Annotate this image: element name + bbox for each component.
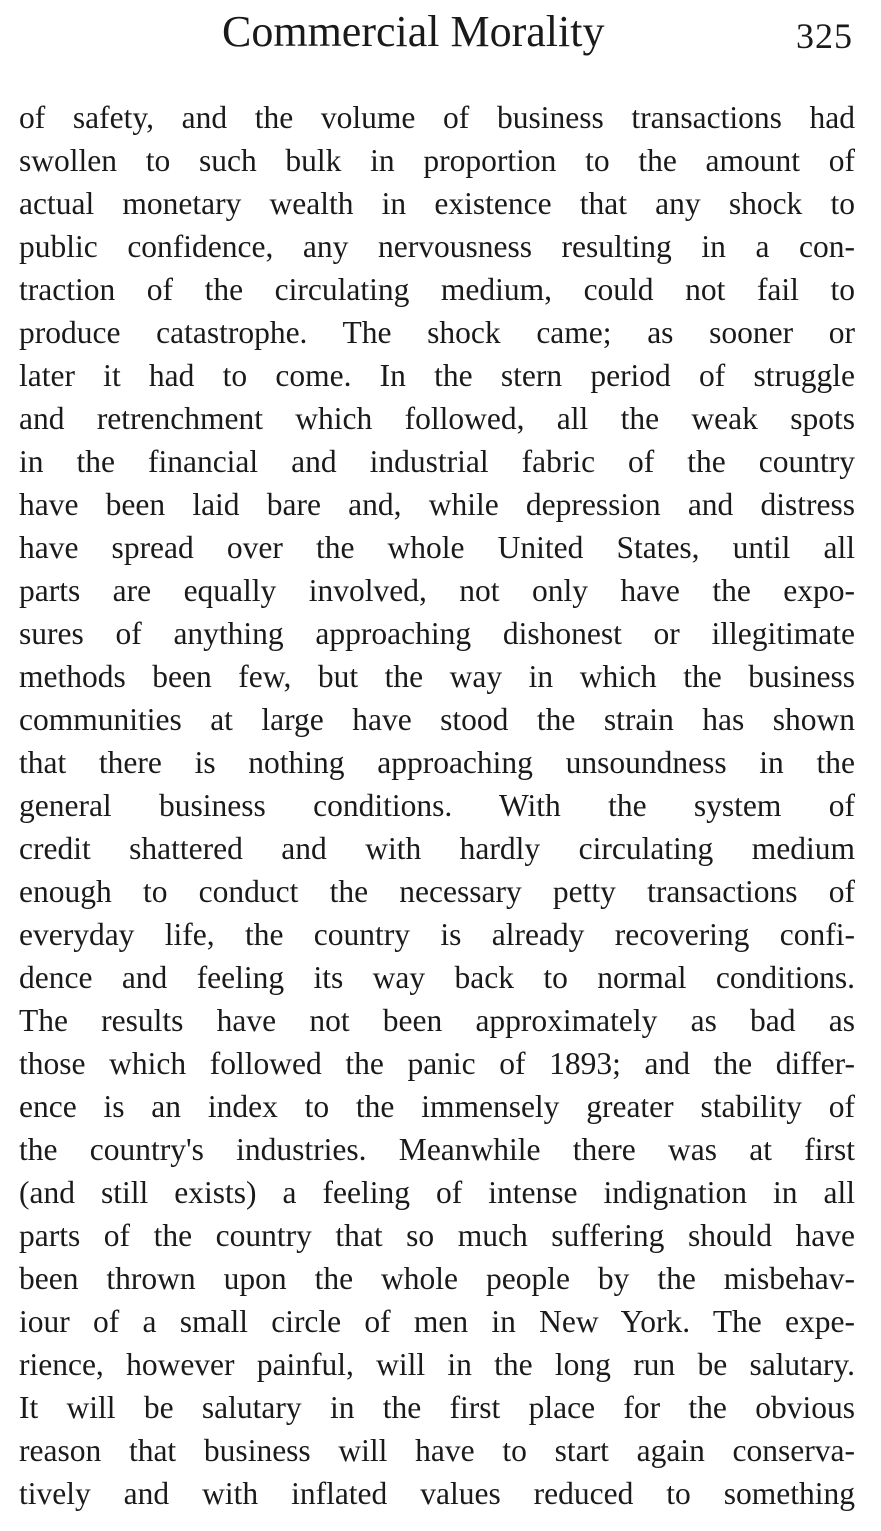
text-line: sures of anything approaching dishonest or illegitimate bbox=[19, 616, 855, 651]
text-line: and retrenchment which followed, all the weak spots bbox=[19, 401, 855, 436]
text-line: The results have not been approximately as bad as bbox=[19, 1003, 855, 1038]
text-line: It will be salutary in the first place for the obvious bbox=[19, 1390, 855, 1425]
text-line: have spread over the whole United States, until all bbox=[19, 530, 855, 565]
text-line: enough to conduct the necessary petty transactions of bbox=[19, 874, 855, 909]
text-line: iour of a small circle of men in New York. The expe- bbox=[19, 1304, 855, 1339]
text-line: those which followed the panic of 1893; and the differ- bbox=[19, 1046, 855, 1081]
text-line: tively and with inflated values reduced to something bbox=[19, 1476, 855, 1511]
text-line: swollen to such bulk in proportion to the amount of bbox=[19, 143, 855, 178]
text-line: credit shattered and with hardly circulating medium bbox=[19, 831, 855, 866]
text-line: (and still exists) a feeling of intense indignation in all bbox=[19, 1175, 855, 1210]
text-line: traction of the circulating medium, could not fail to bbox=[19, 272, 855, 307]
text-line: parts of the country that so much suffering should have bbox=[19, 1218, 855, 1253]
text-line: public confidence, any nervousness resulting in a con- bbox=[19, 229, 855, 264]
text-line: later it had to come. In the stern period of struggle bbox=[19, 358, 855, 393]
text-line: been thrown upon the whole people by the misbehav- bbox=[19, 1261, 855, 1296]
text-line: ence is an index to the immensely greater stability of bbox=[19, 1089, 855, 1124]
running-title: Commercial Morality bbox=[222, 7, 605, 56]
text-line: produce catastrophe. The shock came; as sooner or bbox=[19, 315, 855, 350]
text-line: in the financial and industrial fabric of the country bbox=[19, 444, 855, 479]
text-line: actual monetary wealth in existence that any shock to bbox=[19, 186, 855, 221]
text-line: have been laid bare and, while depression and distress bbox=[19, 487, 855, 522]
text-line: that there is nothing approaching unsoundness in the bbox=[19, 745, 855, 780]
text-line: communities at large have stood the strain has shown bbox=[19, 702, 855, 737]
text-line: of safety, and the volume of business transactions had bbox=[19, 100, 855, 135]
text-line: methods been few, but the way in which the business bbox=[19, 659, 855, 694]
running-head bbox=[0, 4, 881, 60]
page-number: 325 bbox=[796, 16, 853, 56]
text-line: rience, however painful, will in the long run be salutary. bbox=[19, 1347, 855, 1382]
text-line: reason that business will have to start again conserva- bbox=[19, 1433, 855, 1468]
text-line: general business conditions. With the system of bbox=[19, 788, 855, 823]
text-line: dence and feeling its way back to normal conditions. bbox=[19, 960, 855, 995]
body-text bbox=[19, 96, 855, 1515]
text-line: parts are equally involved, not only have the expo- bbox=[19, 573, 855, 608]
text-line: the country's industries. Meanwhile there was at first bbox=[19, 1132, 855, 1167]
text-line: everyday life, the country is already recovering confi- bbox=[19, 917, 855, 952]
